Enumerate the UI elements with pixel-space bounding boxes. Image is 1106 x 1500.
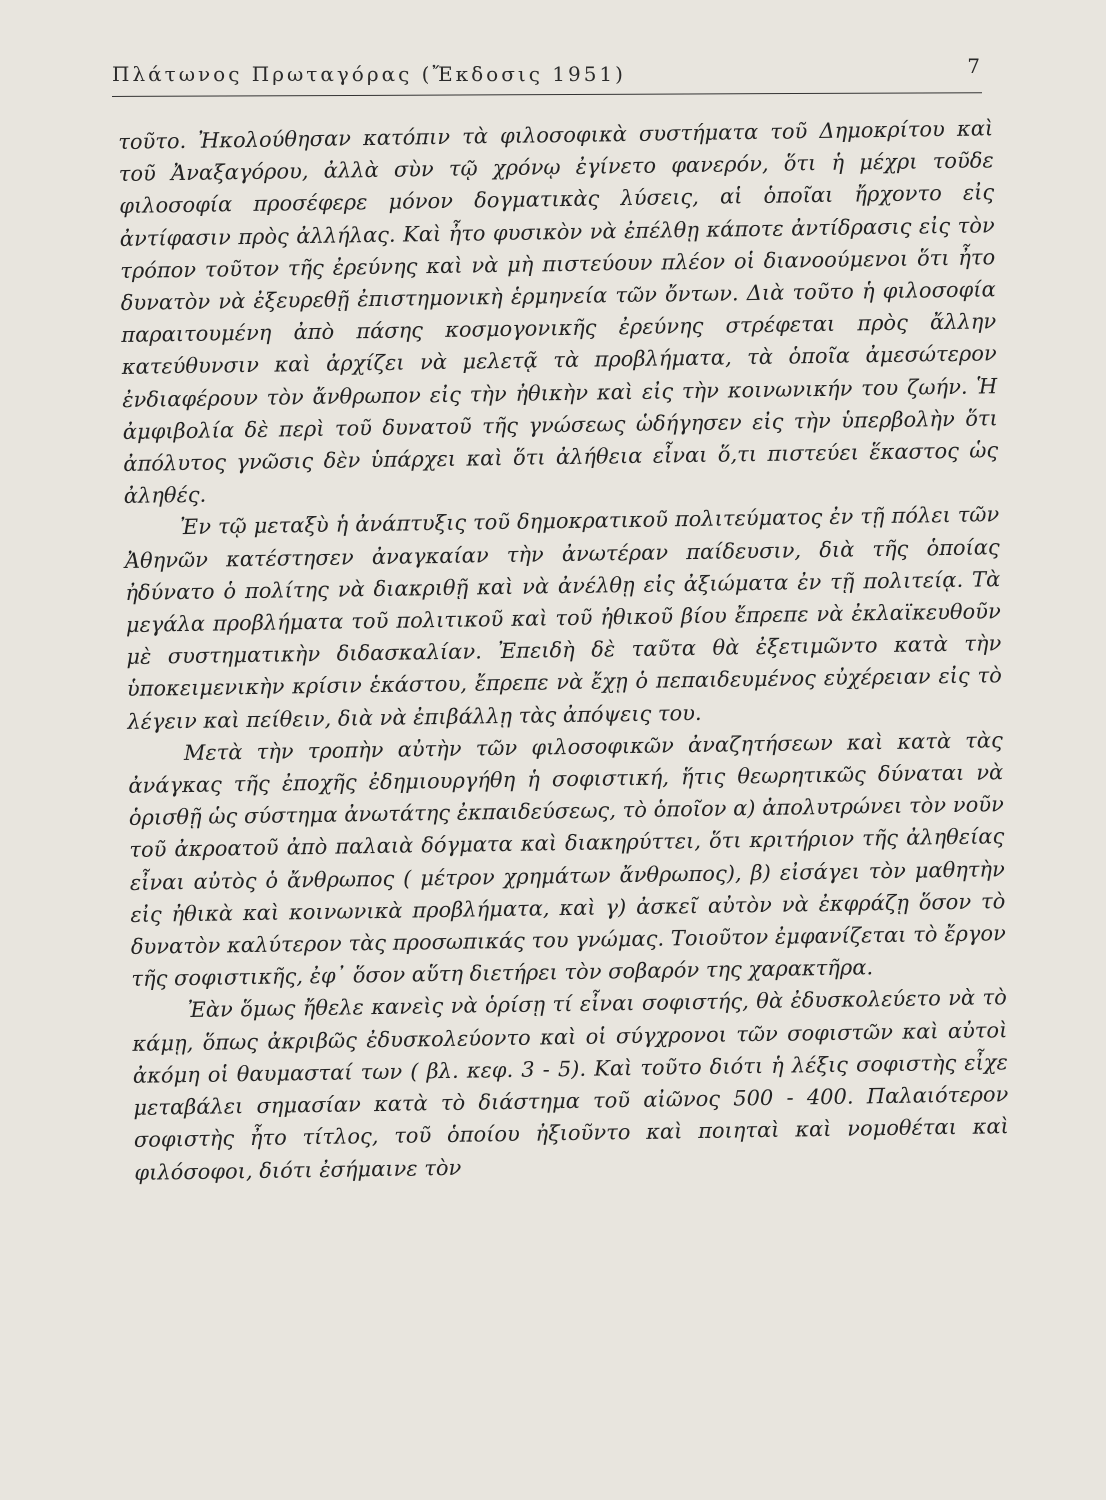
paragraph: Ἐν τῷ μεταξὺ ἡ ἀνάπτυξις τοῦ δημοκρατικοῦ πολιτεύματος ἐν τῇ πόλει τῶν Ἀθηνῶν κατέστησεν ἀναγκαίαν τὴν ἀνωτέραν παίδευσιν, διὰ τῆς ὁποίας ἠδύνατο ὁ πολίτης νὰ διακριθῇ καὶ νὰ ἀνέλθῃ εἰς ἀξιώματα ἐν τῇ πολιτείᾳ. Τὰ μεγάλα προβλήματα τοῦ πολιτικοῦ καὶ τοῦ ἠθικοῦ βίου ἔπρεπε νὰ ἐκλαϊκευθοῦν μὲ συστηματικὴν διδασκαλίαν. Ἐπειδὴ δὲ ταῦτα θὰ ἐξετιμῶντο κατὰ τὴν ὑποκειμενικὴν κρίσιν ἑκάστου, ἔπρεπε νὰ ἔχῃ ὁ πεπαιδευμένος εὐχέρειαν εἰς τὸ λέγειν καὶ πείθειν, διὰ νὰ ἐπιβάλλῃ τὰς ἀπόψεις του. bbox=[124, 502, 1002, 734]
paragraph: Ἐὰν ὅμως ἤθελε κανεὶς νὰ ὁρίσῃ τί εἶναι σοφιστής, θὰ ἐδυσκολεύετο νὰ τὸ κάμῃ, ὅπως ἀκριβῶς ἐδυσκολεύοντο καὶ οἱ σύγχρονοι τῶν σοφιστῶν καὶ αὐτοὶ ἀκόμη οἱ θαυμασταί των ( βλ. κεφ. 3 - 5). Καὶ τοῦτο διότι ἡ λέξις σοφιστὴς εἶχε μεταβάλει σημασίαν κατὰ τὸ διάστημα τοῦ αἰῶνος 500 - 400. Παλαιότερον σοφιστὴς ἦτο τίτλος, τοῦ ὁποίου ἠξιοῦντο καὶ ποιηταὶ καὶ νομοθέται καὶ φιλόσοφοι, διότι ἐσήμαινε τὸν bbox=[132, 985, 1010, 1185]
paragraph: τοῦτο. Ἠκολούθησαν κατόπιν τὰ φιλοσοφικὰ συστήματα τοῦ Δημοκρίτου καὶ τοῦ Ἀναξαγόρου, ἀλλὰ σὺν τῷ χρόνῳ ἐγίνετο φανερόν, ὅτι ἡ μέχρι τοῦδε φιλοσοφία προσέφερε μόνον δογματικὰς λύσεις, αἱ ὁποῖαι ἤρχοντο εἰς ἀντίφασιν πρὸς ἀλλήλας. Καὶ ἦτο φυσικὸν νὰ ἐπέλθῃ κάποτε ἀντίδρασις εἰς τὸν τρόπον τοῦτον τῆς ἐρεύνης καὶ νὰ μὴ πιστεύουν πλέον οἱ διανοούμενοι ὅτι ἦτο δυνατὸν νὰ ἐξευρεθῇ ἐπιστημονικὴ ἑρμηνεία τῶν ὄντων. Διὰ τοῦτο ἡ φιλοσοφία παραιτουμένη ἀπὸ πάσης κοσμογονικῆς ἐρεύνης στρέφεται πρὸς ἄλλην κατεύθυνσιν καὶ ἀρχίζει νὰ μελετᾷ τὰ προβλήματα, τὰ ὁποῖα ἀμεσώτερον ἐνδιαφέρουν τὸν ἄνθρωπον εἰς τὴν ἠθικὴν καὶ εἰς τὴν κοινωνικήν του ζωήν. Ἡ ἀμφιβολία δὲ περὶ τοῦ δυνατοῦ τῆς γνώσεως ὡδήγησεν εἰς τὴν ὑπερβολὴν ὅτι ἀπόλυτος γνῶσις δὲν ὑπάρχει καὶ ὅτι ἀλήθεια εἶναι ὅ,τι πιστεύει ἕκαστος ὡς ἀληθές. bbox=[118, 116, 999, 509]
paragraph: Μετὰ τὴν τροπὴν αὐτὴν τῶν φιλοσοφικῶν ἀναζητήσεων καὶ κατὰ τὰς ἀνάγκας τῆς ἐποχῆς ἐδημιουργήθη ἡ σοφιστική, ἥτις θεωρητικῶς δύναται νὰ ὁρισθῇ ὡς σύστημα ἀνωτάτης ἐκπαιδεύσεως, τὸ ὁποῖον α) ἀπολυτρώνει τὸν νοῦν τοῦ ἀκροατοῦ ἀπὸ παλαιὰ δόγματα καὶ διακηρύττει, ὅτι κριτήριον τῆς ἀληθείας εἶναι αὐτὸς ὁ ἄνθρωπος ( μέτρον χρημάτων ἄνθρωπος), β) εἰσάγει τὸν μαθητὴν εἰς ἠθικὰ καὶ κοινωνικὰ προβλήματα, καὶ γ) ἀσκεῖ αὐτὸν νὰ ἐκφράζῃ ὅσον τὸ δυνατὸν καλύτερον τὰς προσωπικάς του γνώμας. Τοιοῦτον ἐμφανίζεται τὸ ἔργον τῆς σοφιστικῆς, ἐφ᾽ ὅσον αὕτη διετήρει τὸν σοβαρόν της χαρακτῆρα. bbox=[128, 728, 1006, 992]
running-title: Πλάτωνος Πρωταγόρας (Ἔκδοσις 1951) bbox=[112, 62, 626, 86]
body-text bbox=[118, 112, 1010, 1188]
page-number: 7 bbox=[967, 54, 980, 78]
running-head bbox=[112, 54, 980, 94]
